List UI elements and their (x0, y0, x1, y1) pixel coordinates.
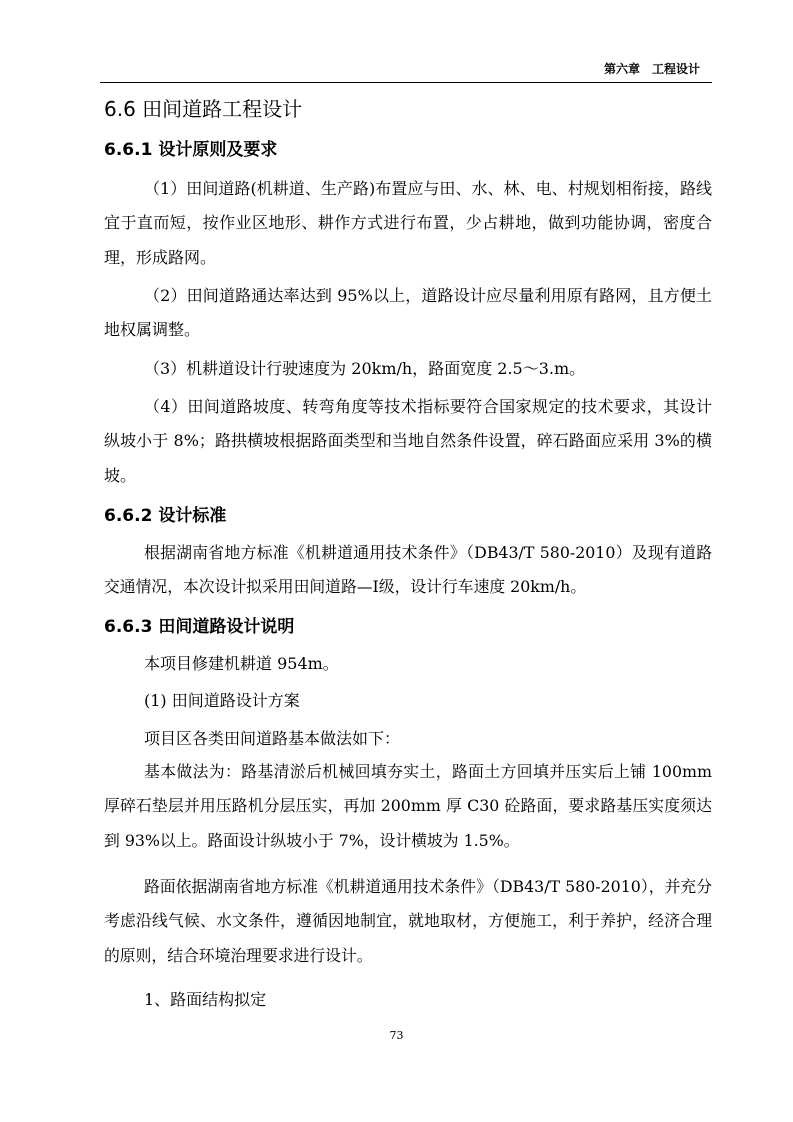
subsection-title-661: 6.6.1 设计原则及要求 (104, 140, 278, 160)
paragraph-663-1: 本项目修建机耕道 954m。 (144, 654, 339, 673)
paragraph-663-5: 路面依据湖南省地方标准《机耕道通用技术条件》（DB43/T 580-2010），并充分考虑沿线气候、水文条件，遵循因地制宜，就地取材，方便施工，利于养护，经济合理的原则，结合环境治理要求进行设计。 (104, 877, 712, 965)
paragraph-663-6: 1、路面结构拟定 (144, 990, 267, 1009)
paragraph-661-1: （1）田间道路(机耕道、生产路)布置应与田、水、林、电、村规划相衔接，路线宜于直而短，按作业区地形、耕作方式进行布置，少占耕地，做到功能协调，密度合理，形成路网。 (104, 179, 712, 267)
paragraph-663-3: 项目区各类田间道路基本做法如下： (144, 729, 401, 748)
paragraph-663-4: 基本做法为：路基清淤后机械回填夯实土，路面土方回填并压实后上铺 100mm 厚碎石垫层并用压路机分层压实，再加 200mm 厚 C30 砼路面，要求路基压实度须达到 93%以上。路面设计纵坡小于 7%，设计横坡为 1.5%。 (104, 762, 712, 850)
chapter-number: 第六章 (603, 62, 640, 76)
paragraph-662-1: 根据湖南省地方标准《机耕道通用技术条件》（DB43/T 580-2010）及现有道路交通情况，本次设计拟采用田间道路—I级，设计行车速度 20km/h。 (104, 543, 712, 597)
subsection-title-663: 6.6.3 田间道路设计说明 (104, 617, 295, 637)
paragraph-661-2: （2）田间道路通达率达到 95%以上，道路设计应尽量利用原有路网，且方便土地权属调整。 (104, 286, 712, 340)
running-header (100, 60, 700, 84)
subsection-title-662: 6.6.2 设计标准 (104, 506, 227, 526)
chapter-title: 工程设计 (651, 62, 700, 76)
header-rule (100, 82, 712, 83)
paragraph-661-4: （4）田间道路坡度、转弯角度等技术指标要符合国家规定的技术要求，其设计纵坡小于 8%；路拱横坡根据路面类型和当地自然条件设置，碎石路面应采用 3%的横坡。 (104, 397, 712, 485)
section-title: 6.6 田间道路工程设计 (104, 97, 303, 121)
paragraph-661-3: （3）机耕道设计行驶速度为 20km/h，路面宽度 2.5～3.m。 (144, 359, 586, 378)
page-number: 73 (389, 1029, 404, 1042)
paragraph-663-2: (1) 田间道路设计方案 (144, 691, 300, 710)
